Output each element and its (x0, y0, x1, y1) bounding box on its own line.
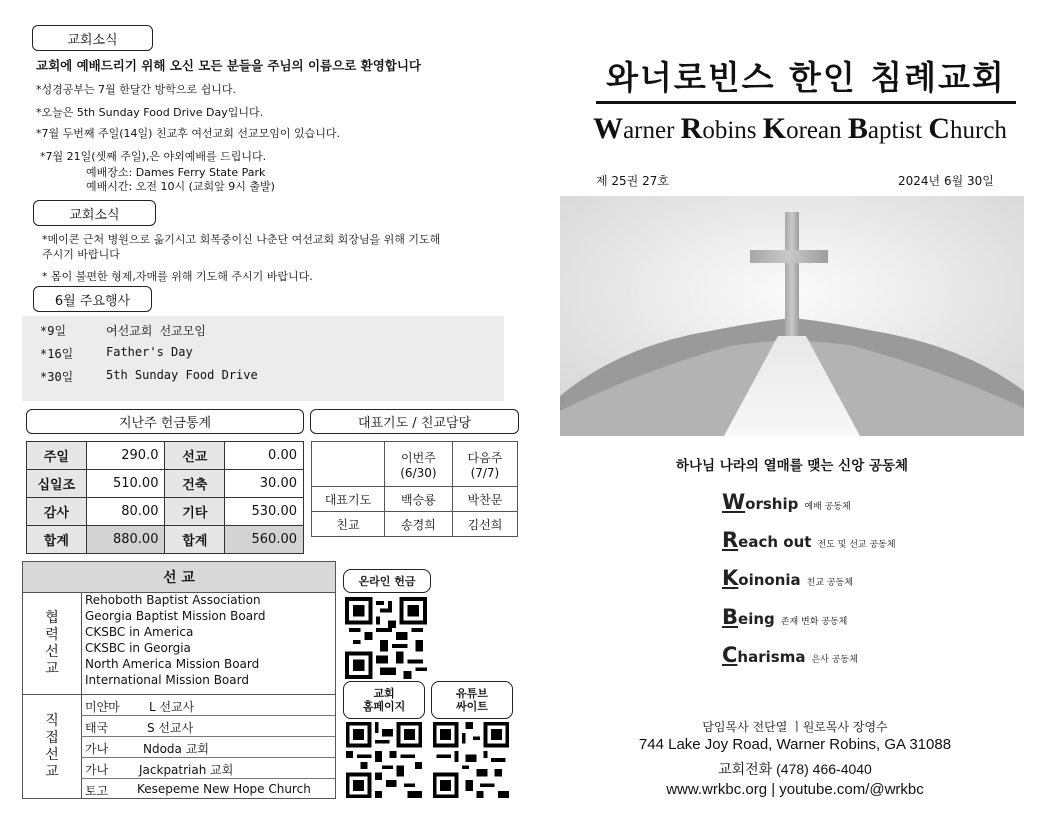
cell: 친교 (312, 512, 385, 537)
cell: 290.0 (86, 442, 165, 470)
online-giving-qr-icon[interactable] (345, 597, 427, 679)
online-giving-label: 온라인 헌금 (343, 569, 431, 593)
event-desc: 5th Sunday Food Drive (106, 368, 258, 382)
table-row (27, 470, 304, 498)
vision-charisma: Charisma 은사 공동체 (722, 643, 858, 667)
direct-row: 미얀마 L 선교사 (81, 695, 335, 716)
direct-label: 직접선교 (23, 695, 82, 798)
vision-koinonia: Koinonia 친교 공동체 (722, 566, 853, 590)
issue-date: 2024년 6월 30일 (898, 174, 994, 188)
outdoor-time: 예배시간: 오전 10시 (교회앞 9시 출발) (86, 180, 275, 193)
offering-table (26, 441, 304, 554)
events-band (22, 316, 504, 401)
cell: 십일조 (27, 470, 87, 498)
coop-item: CKSBC in Georgia (85, 641, 191, 655)
coop-item: Rehoboth Baptist Association (85, 593, 261, 607)
table-row (27, 442, 304, 470)
cell: 80.00 (86, 498, 165, 526)
table-row (312, 487, 518, 512)
news-item: *오늘은 5th Sunday Food Drive Day입니다. (36, 106, 264, 119)
prayer-header: 대표기도 / 친교담당 (310, 409, 519, 434)
table-row (27, 498, 304, 526)
cell: 합계 (165, 526, 225, 554)
table-row (27, 526, 304, 554)
cell: 백승룡 (385, 487, 453, 512)
coop-item: Georgia Baptist Mission Board (85, 609, 266, 623)
event-date: *16일 (40, 347, 74, 361)
cell: 대표기도 (312, 487, 385, 512)
homepage-qr-icon[interactable] (346, 722, 422, 798)
outdoor-place: 예배장소: Dames Ferry State Park (86, 166, 266, 179)
volume-number: 제 25권 27호 (596, 174, 669, 188)
cell: 김선희 (452, 512, 517, 537)
vision-being: Being 존재 변화 공동체 (722, 605, 848, 629)
cell: 선교 (165, 442, 225, 470)
cell: 30.00 (225, 470, 304, 498)
cell: 510.00 (86, 470, 165, 498)
news-header-2: 교회소식 (33, 200, 156, 226)
coop-item: CKSBC in America (85, 625, 194, 639)
title-underline (596, 101, 1016, 104)
cell: 합계 (27, 526, 87, 554)
offering-header: 지난주 헌금통계 (26, 409, 304, 434)
cell: 주일 (27, 442, 87, 470)
youtube-label: 유튜브 싸이트 (431, 681, 513, 719)
cell: 기타 (165, 498, 225, 526)
phone: 교회전화 (478) 466-4040 (718, 761, 872, 777)
cell: 송경희 (385, 512, 453, 537)
church-title-korean: 와너로빈스 한인 침례교회 (606, 58, 1006, 97)
welcome-text: 교회에 예배드리기 위해 오신 모든 분들을 주님의 이름으로 환영합니다 (36, 58, 421, 73)
coop-item: North America Mission Board (85, 657, 260, 671)
news-item: *7월 21일(셋째 주일),은 야외예배를 드립니다. (40, 150, 267, 163)
cell: 이번주 (6/30) (385, 442, 453, 487)
cell: 0.00 (225, 442, 304, 470)
cell: 건축 (165, 470, 225, 498)
events-header: 6월 주요행사 (33, 286, 152, 312)
mission-header: 선 교 (23, 562, 335, 593)
news-item: *7월 두번째 주일(14일) 친교후 여선교회 선교모임이 있습니다. (36, 127, 340, 140)
youtube-qr-icon[interactable] (433, 722, 509, 798)
mission-box (22, 561, 336, 799)
cell: 560.00 (225, 526, 304, 554)
motto: 하나님 나라의 열매를 맺는 신앙 공동체 (675, 458, 909, 474)
prayer-item: * 몸이 불편한 형제,자매를 위해 기도해 주시기 바랍니다. (42, 270, 313, 283)
cell: 다음주 (7/7) (452, 442, 517, 487)
prayer-item: *메이콘 근처 병원으로 옮기시고 회복중이신 나춘단 여선교회 회장님을 위해 기도해 (42, 233, 441, 246)
vision-reach-out: Reach out 전도 및 선교 공동체 (722, 528, 896, 552)
direct-row: 가나 Jackpatriah 교회 (81, 758, 335, 779)
table-row (312, 442, 518, 487)
news-item: *성경공부는 7월 한달간 방학으로 쉽니다. (36, 83, 236, 96)
direct-row: 토고 Kesepeme New Hope Church (85, 782, 311, 798)
address: 744 Lake Joy Road, Warner Robins, GA 31088 (638, 736, 952, 753)
prayer-item-cont: 주시기 바랍니다 (42, 248, 120, 261)
cell: 880.00 (86, 526, 165, 554)
cell: 박찬문 (452, 487, 517, 512)
homepage-label: 교회 홈페이지 (343, 681, 425, 719)
direct-row: 태국 S 선교사 (81, 716, 335, 737)
direct-row: 가나 Ndoda 교회 (81, 737, 335, 758)
pastors: 담임목사 전단열 ㅣ원로목사 장영수 (702, 720, 888, 734)
coop-item: International Mission Board (85, 673, 249, 687)
cell: 530.00 (225, 498, 304, 526)
event-desc: Father's Day (106, 345, 193, 359)
cross-image (560, 196, 1024, 436)
church-title-english: Warner Robins Korean Baptist Church (593, 112, 1007, 145)
web-links[interactable]: www.wrkbc.org | youtube.com/@wrkbc (666, 781, 924, 798)
vision-worship: Worship 예배 공동체 (722, 490, 851, 514)
event-date: *30일 (40, 370, 74, 384)
news-header: 교회소식 (32, 25, 153, 51)
event-date: *9일 (40, 324, 67, 338)
cell (312, 442, 385, 487)
cell: 감사 (27, 498, 87, 526)
event-desc: 여선교회 선교모임 (106, 324, 206, 338)
table-row (312, 512, 518, 537)
coop-label: 협력선교 (23, 593, 82, 695)
prayer-table (311, 441, 518, 537)
